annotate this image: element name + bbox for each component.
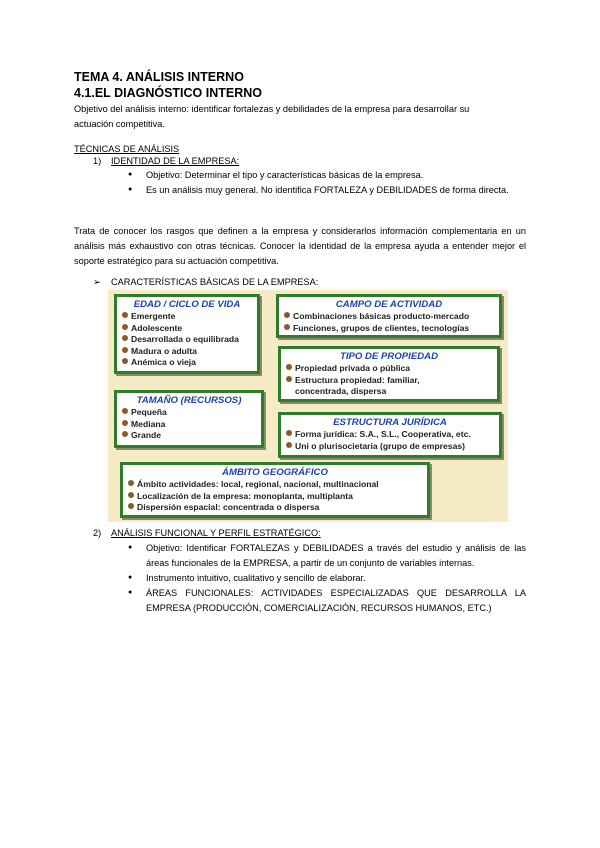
box-edad-title: EDAD / CICLO DE VIDA	[133, 299, 241, 310]
bullet-dot-icon	[122, 420, 128, 426]
bullet-dot-icon	[122, 347, 128, 353]
box-propiedad-title: TIPO DE PROPIEDAD	[339, 351, 439, 362]
bullet-dot-icon	[128, 503, 134, 509]
box-item: Madura o adulta	[122, 346, 252, 358]
bullet-dot-icon	[284, 312, 290, 318]
box-item: Uni o plurisocietaria (grupo de empresas)	[286, 441, 494, 453]
box-ambito	[120, 462, 430, 518]
box-item: Mediana	[122, 419, 256, 431]
box-edad	[114, 294, 260, 374]
section-2-bullet-2: Instrumento intuitivo, cualitativo y sencillo de elaborar.	[146, 573, 366, 583]
bullet-icon: ●	[128, 186, 133, 193]
bullet-dot-icon	[122, 358, 128, 364]
box-item: Forma jurídica: S.A., S.L., Cooperativa, etc.	[286, 429, 494, 441]
box-item: Anémica o vieja	[122, 357, 252, 369]
box-item: Localización de la empresa: monoplanta, multiplanta	[128, 491, 422, 503]
characteristics-figure	[108, 290, 508, 522]
box-item: Desarrollada o equilibrada	[122, 334, 252, 346]
objective-line-1: Objetivo del análisis interno: identificar fortalezas y debilidades de la empresa para desarrollar su	[74, 104, 470, 114]
objective-line-2: actuación competitiva.	[74, 119, 165, 129]
bullet-dot-icon	[286, 364, 292, 370]
section-1-bullet-2: Es un análisis muy general. No identifica FORTALEZA y DEBILIDADES de forma directa.	[146, 185, 509, 195]
bullet-dot-icon	[122, 312, 128, 318]
box-campo-title: CAMPO DE ACTIVIDAD	[335, 299, 443, 310]
bullet-icon: ●	[128, 171, 133, 178]
page-title: TEMA 4. ANÁLISIS INTERNO	[74, 70, 244, 84]
box-item: Combinaciones básicas producto-mercado	[284, 311, 494, 323]
box-item: Ámbito actividades: local, regional, nacional, multinacional	[128, 479, 422, 491]
bullet-dot-icon	[122, 408, 128, 414]
section-2-number: 2)	[93, 528, 102, 538]
section-2-bullet-1: Objetivo: Identificar FORTALEZAS y DEBILIDADES a través del estudio y análisis de las áreas funcionales de la EMPRESA, a partir de un conjunto de variables internas.	[146, 543, 526, 568]
section-title: 4.1.EL DIAGNÓSTICO INTERNO	[74, 86, 262, 100]
box-propiedad	[278, 346, 500, 402]
bullet-dot-icon	[286, 376, 292, 382]
bullet-icon: ●	[128, 574, 133, 581]
box-item: Emergente	[122, 311, 252, 323]
box-item: Adolescente	[122, 323, 252, 335]
bullet-dot-icon	[128, 480, 134, 486]
section-2-bullet-3: ÁREAS FUNCIONALES: ACTIVIDADES ESPECIALIZADAS QUE DESARROLLA LA EMPRESA (PRODUCCIÓN, COMERCIALIZACIÓN, RECURSOS HUMANOS, ETC.)	[146, 588, 526, 613]
bullet-dot-icon	[286, 430, 292, 436]
techniques-heading: TÉCNICAS DE ANÁLISIS	[74, 144, 180, 154]
bullet-dot-icon	[122, 431, 128, 437]
box-item: Estructura propiedad: familiar,	[286, 375, 492, 387]
identity-paragraph: Trata de conocer los rasgos que definen a la empresa y considerarlos información complementaria en un análisis más exhaustivo con otras técnicas. Conocer la identidad de la empresa ayuda a entender mejor el soporte estratégico para su actuación competitiva.	[74, 226, 526, 266]
bullet-dot-icon	[128, 492, 134, 498]
box-item: Grande	[122, 430, 256, 442]
box-item: Propiedad privada o pública	[286, 363, 492, 375]
bullet-icon: ●	[128, 589, 133, 596]
box-juridica	[278, 412, 502, 458]
box-item: Dispersión espacial: concentrada o dispersa	[128, 502, 422, 514]
box-item: Pequeña	[122, 407, 256, 419]
box-tamano-title: TAMAÑO (RECURSOS)	[136, 395, 242, 406]
characteristics-heading: CARACTERÍSTICAS BÁSICAS DE LA EMPRESA:	[111, 277, 319, 287]
bullet-dot-icon	[286, 442, 292, 448]
bullet-dot-icon	[122, 335, 128, 341]
arrow-bullet-icon: ➢	[93, 277, 101, 288]
box-tamano	[114, 390, 264, 448]
section-1-number: 1)	[93, 156, 102, 166]
box-item: Funciones, grupos de clientes, tecnologías	[284, 323, 494, 335]
section-1-bullet-1: Objetivo: Determinar el tipo y características básicas de la empresa.	[146, 170, 424, 180]
section-1-title: IDENTIDAD DE LA EMPRESA:	[111, 156, 240, 166]
box-ambito-title: ÁMBITO GEOGRÁFICO	[222, 467, 328, 478]
bullet-icon: ●	[128, 544, 133, 551]
bullet-dot-icon	[122, 324, 128, 330]
box-campo	[276, 294, 502, 338]
box-item-continuation: concentrada, dispersa	[295, 386, 387, 396]
objective-text	[74, 102, 526, 132]
section-2-title: ANÁLISIS FUNCIONAL Y PERFIL ESTRATÉGICO:	[111, 528, 321, 538]
box-juridica-title: ESTRUCTURA JURÍDICA	[333, 417, 447, 428]
bullet-dot-icon	[284, 324, 290, 330]
